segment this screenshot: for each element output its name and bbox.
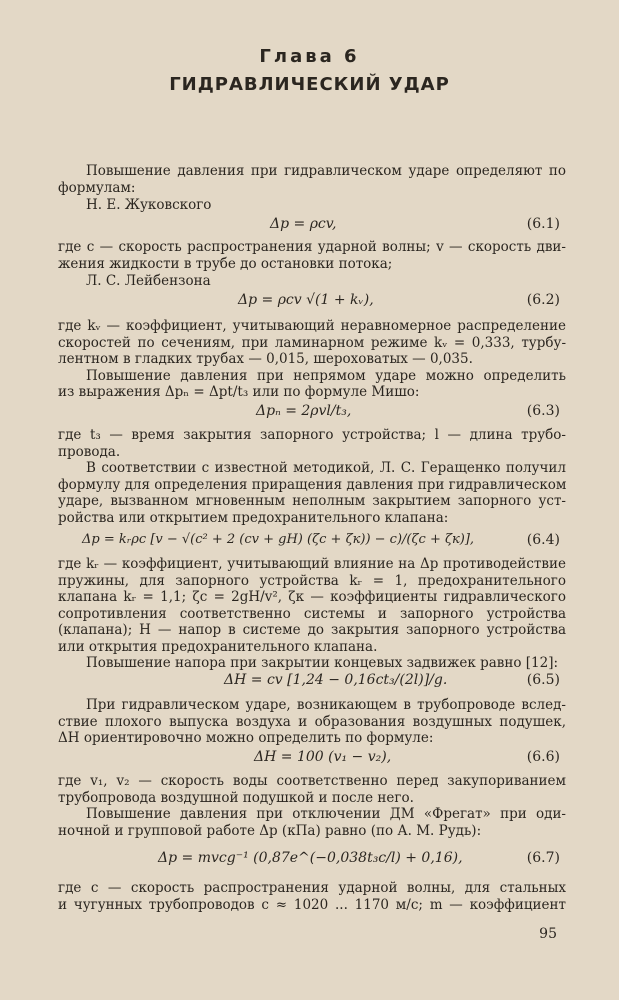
text-line: где c — скорость распространения ударной волны; v — скорость дви- [58,239,566,255]
text-line: или открытия предохранительного клапана. [58,638,378,655]
author-leibenzon [58,273,566,290]
text-line: скоростей по сечениям, при ламинарном режиме kᵥ = 0,333, турбу- [58,334,566,351]
text-line: При гидравлическом ударе, возникающем в трубопроводе вслед- [86,697,566,713]
equation-6-2 [58,292,566,310]
text-line: ночной и групповой работе Δp (кПа) равно (по А. М. Рудь): [58,822,482,839]
equation-number: (6.7) [526,850,560,866]
paragraph-4 [58,556,566,672]
formula: ΔH = 100 (v₁ − v₂), [254,749,392,765]
paragraph-2 [58,318,566,401]
text-line: где v₁, v₂ — скорость воды соответственно перед закупориванием [58,773,566,789]
text-line: сопротивления соответственно системы и запорного устройства [58,605,566,622]
text-line: где c — скорость распространения ударной волны, для стальных [58,880,566,896]
paragraph-6 [58,773,566,839]
text-line: Повышение давления при непрямом ударе можно определить [86,367,566,384]
text-line: Н. Е. Жуковского [86,197,212,213]
equation-6-4 [58,532,566,550]
chapter-title: ГИДРАВЛИЧЕСКИЙ УДАР [169,74,450,95]
equation-number: (6.2) [526,292,560,308]
formula: Δp = ρcv, [270,216,337,232]
equation-number: (6.4) [526,532,560,548]
text-line: ударе, вызванном мгновенным неполным закрытием запорного уст- [58,493,566,509]
equation-6-3 [58,403,566,421]
text-line: ствие плохого выпуска воздуха и образования воздушных подушек, [58,713,566,730]
formula: ΔH = cv [1,24 − 0,16ct₃/(2l)]/g. [224,672,448,688]
equation-number: (6.3) [526,403,560,419]
paragraph-5 [58,697,566,747]
text-line: формулу для определения приращения давления при гидравлическом [58,476,567,493]
paragraph-1 [58,239,566,272]
formula: Δp = ρcv √(1 + kᵥ), [238,292,374,308]
author-zhukovsky [58,197,566,214]
formula: Δp = kᵣρc [v − √(c² + 2 (cv + gH) (ζc + ζк)) − c)/(ζc + ζк)], [82,532,475,547]
text-line: клапана kᵣ = 1,1; ζc = 2gH/v², ζк — коэффициенты гидравлического [58,589,566,605]
equation-number: (6.1) [526,216,560,232]
text-line: трубопровода воздушной подушкой и после него. [58,789,414,806]
page-number: 95 [539,926,557,942]
text-line: где t₃ — время закрытия запорного устройства; l — длина трубо- [58,427,566,443]
text-line: пружины, для запорного устройства kᵣ = 1, предохранительного [58,572,566,589]
text-line: где kᵥ — коэффициент, учитывающий неравномерное распределение [58,318,566,334]
text-line: ΔH ориентировочно можно определить по формуле: [58,730,434,746]
text-line: Л. С. Лейбензона [86,273,211,289]
equation-number: (6.6) [526,749,560,765]
text-line: где kᵣ — коэффициент, учитывающий влияние на Δp противодействие [58,556,566,572]
text-line: и чугунных трубопроводов c ≈ 1020 ... 1170 м/с; m — коэффициент [58,896,566,913]
text-line: формулам: [58,179,136,196]
text-line: жения жидкости в трубе до остановки потока; [58,255,393,272]
text-line: провода. [58,443,121,460]
equation-6-7 [58,850,566,868]
equation-6-1 [58,216,566,234]
paragraph-intro [58,163,566,196]
text-line: ройства или открытием предохранительного клапана: [58,509,449,526]
text-line: (клапана); H — напор в системе до закрытия запорного устройства [58,622,566,638]
text-line: из выражения Δpₙ = Δpt/t₃ или по формуле Мишо: [58,384,420,400]
text-line: В соответствии с известной методикой, Л. С. Геращенко получил [86,460,566,476]
chapter-heading: Глава 6 [259,46,360,67]
formula: Δp = mvcg⁻¹ (0,87e^(−0,038t₃c/l) + 0,16), [158,850,463,866]
equation-6-6 [58,749,566,767]
paragraph-7 [58,880,566,913]
text-line: Повышение давления при отключении ДМ «Фрегат» при оди- [86,806,566,822]
equation-6-5 [58,672,566,690]
paragraph-3 [58,427,566,526]
text-line: Повышение давления при гидравлическом ударе определяют по [86,163,566,179]
formula: Δpₙ = 2ρvl/t₃, [256,403,352,419]
text-line: лентном в гладких трубах — 0,015, шероховатых — 0,035. [58,351,473,367]
text-line: Повышение напора при закрытии концевых задвижек равно [12]: [86,655,559,671]
equation-number: (6.5) [526,672,560,688]
